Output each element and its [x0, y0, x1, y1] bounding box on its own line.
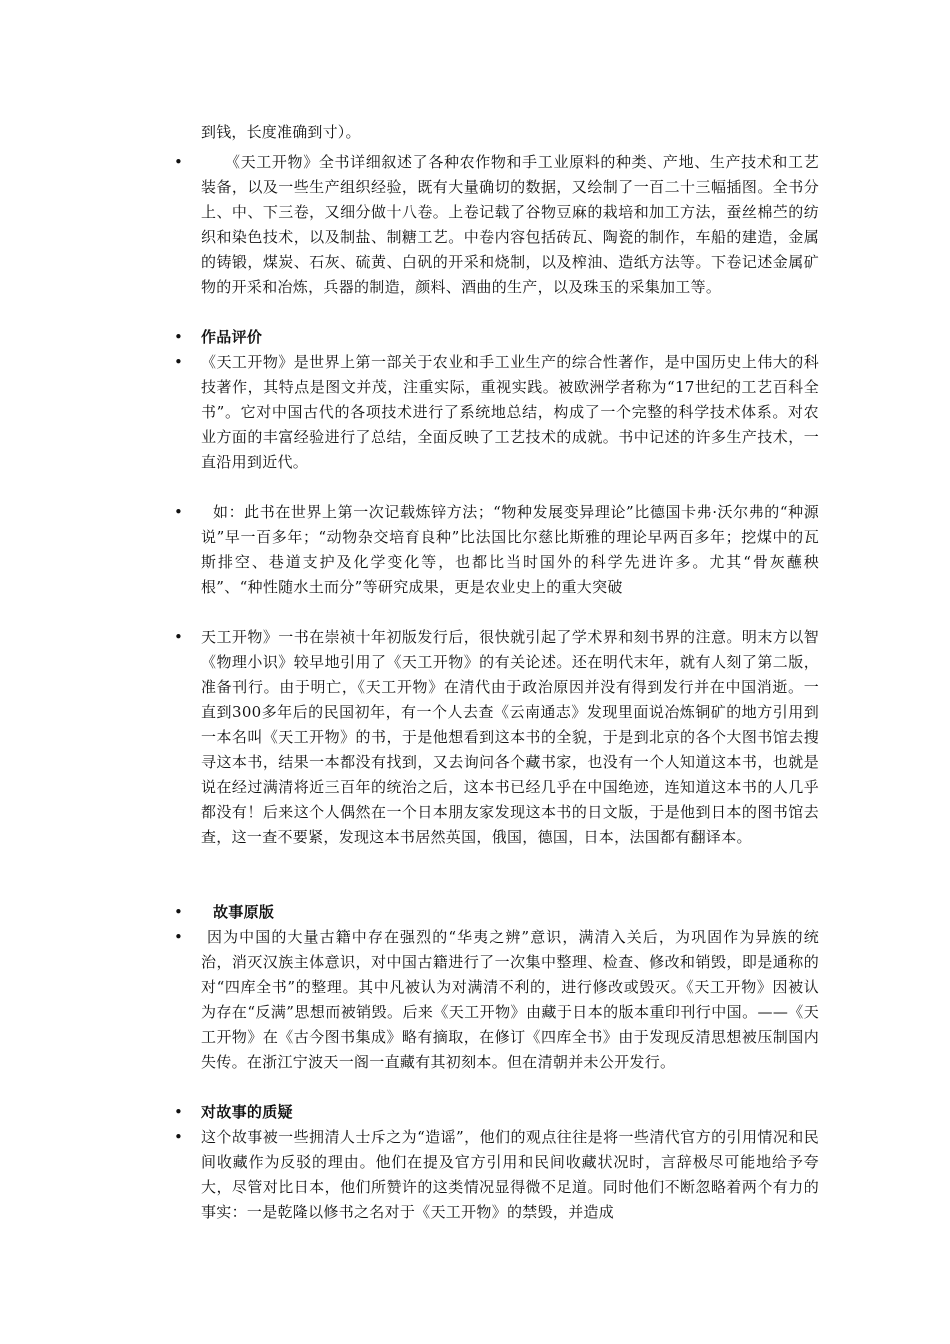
heading-story-doubts: 对故事的质疑: [201, 1103, 293, 1121]
bullet-icon: •: [174, 1103, 183, 1121]
bullet-icon: •: [174, 928, 183, 946]
paragraph-examples: 如：此书在世界上第一次记载炼锌方法；“物种发展变异理论”比德国卡弗·沃尔弗的“种源说”早一百多年；“动物杂交培育良种”比法国比尔慈比斯雅的理论早两百多年；挖煤中的瓦斯排空、巷道支护及化学变化等，也都比当时国外的科学先进许多。尤其“骨灰蘸秧根”、“种性随水土而分”等研究成果，更是农业史上的重大突破: [201, 503, 819, 596]
bullet-icon: •: [174, 328, 183, 346]
heading-work-evaluation: 作品评价: [201, 328, 263, 346]
heading-original-story: 故事原版: [213, 903, 275, 921]
paragraph-contents-overview: 《天工开物》全书详细叙述了各种农作物和手工业原料的种类、产地、生产技术和工艺装备，以及一些生产组织经验，既有大量确切的数据，又绘制了一百二十三幅插图。全书分上、中、下三卷，又细分做十八卷。上卷记载了谷物豆麻的栽培和加工方法，蚕丝棉苎的纺织和染色技术，以及制盐、制糖工艺。中卷内容包括砖瓦、陶瓷的制作，车船的建造，金属的铸锻，煤炭、石灰、硫黄、白矾的开采和烧制，以及榨油、造纸方法等。下卷记述金属矿物的开采和冶炼，兵器的制造，颜料、酒曲的生产，以及珠玉的采集加工等。: [201, 153, 819, 296]
bullet-icon: •: [174, 903, 183, 921]
bullet-icon: •: [174, 1128, 183, 1146]
paragraph-story-doubts: 这个故事被一些拥清人士斥之为“造谣”，他们的观点往往是将一些清代官方的引用情况和民间收藏作为反驳的理由。他们在提及官方引用和民间收藏状况时，言辞极尽可能地给予夸大，尽管对比日本，他们所赞许的这类情况显得微不足道。同时他们不断忽略着两个有力的事实：一是乾隆以修书之名对于《天工开物》的禁毁，并造成: [201, 1128, 819, 1221]
bullet-icon: •: [174, 503, 183, 521]
bullet-icon: •: [174, 153, 183, 171]
paragraph-publication-history: 天工开物》一书在崇祯十年初版发行后，很快就引起了学术界和刻书界的注意。明末方以智《物理小识》较早地引用了《天工开物》的有关论述。还在明代末年，就有人刻了第二版，准备刊行。由于明亡，《天工开物》在清代由于政治原因并没有得到发行并在中国消逝。一直到300多年后的民国初年，有一个人去查《云南通志》发现里面说冶炼铜矿的地方引用到一本名叫《天工开物》的书，于是他想看到这本书的全貌，于是到北京的各个大图书馆去搜寻这本书，结果一本都没有找到，又去询问各个藏书家，也没有一个人知道这本书，也就是说在经过满清将近三百年的统治之后，这本书已经几乎在中国绝迹，连知道这本书的人几乎都没有！后来这个人偶然在一个日本朋友家发现这本书的日文版，于是他到日本的图书馆去查，这一查不要紧，发现这本书居然英国，俄国，德国，日本，法国都有翻译本。: [201, 628, 819, 846]
paragraph-original-story: 因为中国的大量古籍中存在强烈的“华夷之辨”意识，满清入关后，为巩固作为异族的统治，消灭汉族主体意识，对中国古籍进行了一次集中整理、检查、修改和销毁，即是通称的对“四库全书”的整理。其中凡被认为对满清不利的，进行修改或毁灭。《天工开物》因被认为存在“反满”思想而被销毁。后来《天工开物》由藏于日本的版本重印刊行中国。——《天工开物》在《古今图书集成》略有摘取，在修订《四库全书》由于发现反清思想被压制国内失传。在浙江宁波天一阁一直藏有其初刻本。但在清朝并未公开发行。: [201, 928, 819, 1071]
bullet-icon: •: [174, 628, 183, 646]
paragraph-evaluation: 《天工开物》是世界上第一部关于农业和手工业生产的综合性著作，是中国历史上伟大的科技著作，其特点是图文并茂，注重实际，重视实践。被欧洲学者称为“17世纪的工艺百科全书”。它对中国古代的各项技术进行了系统地总结，构成了一个完整的科学技术体系。对农业方面的丰富经验进行了总结，全面反映了工艺技术的成就。书中记述的许多生产技术，一直沿用到近代。: [201, 353, 819, 471]
bullet-icon: •: [174, 353, 183, 371]
continuation-text: 到钱，长度准确到寸）。: [201, 123, 361, 141]
